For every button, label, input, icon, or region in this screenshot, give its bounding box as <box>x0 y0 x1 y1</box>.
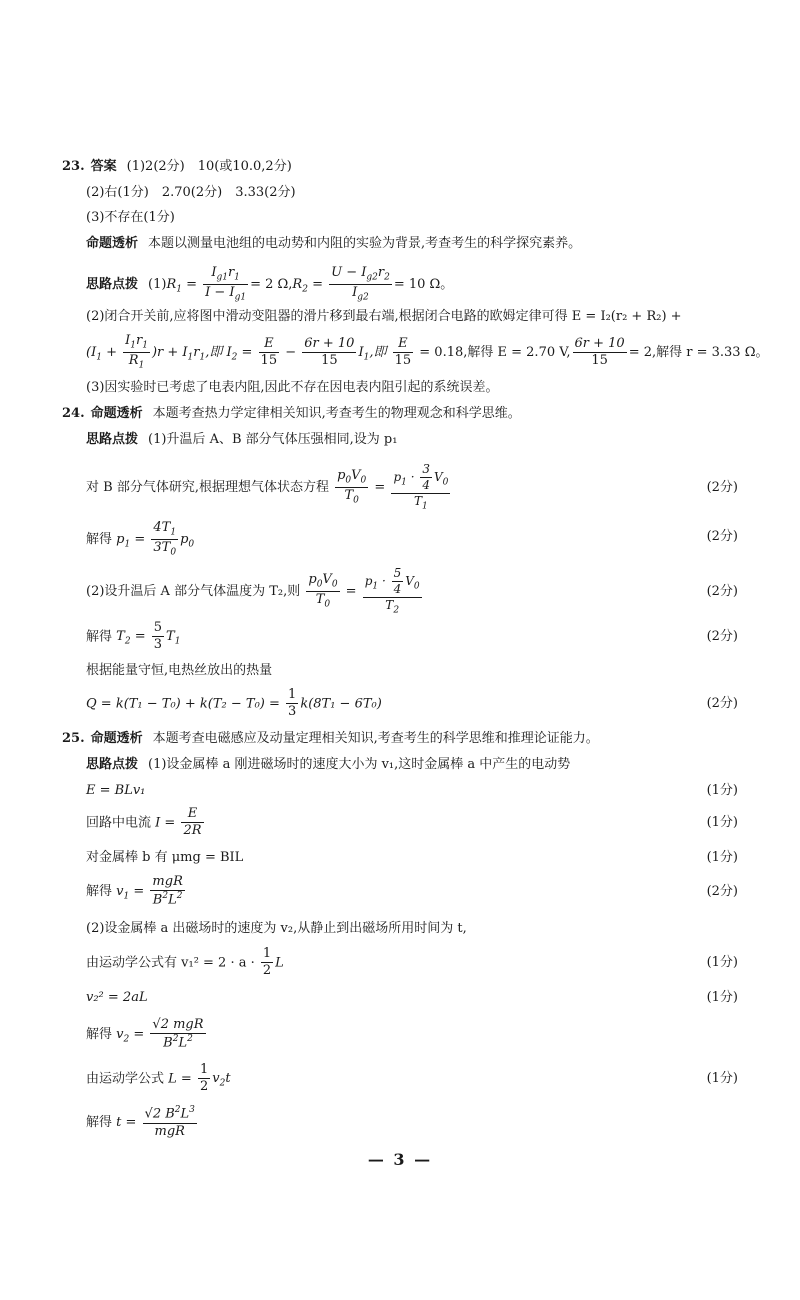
eq-text: 回路中电流 <box>86 815 152 831</box>
r1-formula: $R_1$ = <box>166 276 202 295</box>
r-value: = 2,解得 r = 3.33 Ω。 <box>628 344 769 360</box>
q24-energy-text: 根据能量守恒,电热丝放出的热量 <box>86 663 273 678</box>
eq-text: 对金属棒 b 有 μmg = BIL <box>86 850 244 865</box>
answer-part-1: (1)2(2分) 10(或10.0,2分) <box>126 159 292 174</box>
analysis-label: 命题透析 <box>90 731 143 746</box>
eq-part-a: ($I_1$ + <box>86 344 122 363</box>
eq-text: 解得 <box>86 1027 113 1042</box>
q23-answer-2: (2)右(1分) 2.70(2分) 3.33(2分) <box>86 185 296 200</box>
r2-value: = 10 Ω。 <box>393 276 454 292</box>
q23-hint-2b: ($I_1$ + $\frac{I_1r_1}{R_1}$ )$r + I_1r_1$,即 $I_2$ = $\frac{E}{15}$ − $\frac{6r + 10}{15}$ $I_1$,即 $\frac{E}{15}$ = 0.18,解得 E = 2.70 V, $\frac{6r + 10}{15}$ = 2,解得 r = 3.33 Ω。 <box>86 333 769 371</box>
eq-text: E = BLv₁ <box>86 783 146 798</box>
eq-text: 对 B 部分气体研究,根据理想气体状态方程 <box>86 480 329 495</box>
score: (1分) <box>706 850 738 865</box>
frac-5-3: $\frac{5}{3}$ <box>153 620 163 653</box>
eq-text: 解得 <box>86 531 113 547</box>
q23-analysis <box>86 233 738 255</box>
q23-hint-2a: (2)闭合开关前,应将图中滑动变阻器的滑片移到最右端,根据闭合电路的欧姆定律可得 E = I₂(r₂ + R₂) + <box>86 309 682 324</box>
eq-text: (2)设升温后 A 部分气体温度为 T₂,则 <box>86 584 301 599</box>
q24-eq-2: 解得 $p_1$ = $\frac{4T_1}{3T_0}$ $p_0$ (2分) <box>86 520 738 558</box>
hint-label: 思路点拨 <box>86 757 139 772</box>
score: (1分) <box>706 990 738 1005</box>
hint-text: (1)升温后 A、B 部分气体压强相同,设为 p₁ <box>148 432 398 447</box>
question-number: 25. <box>62 731 85 746</box>
analysis-label: 命题透析 <box>90 406 143 421</box>
frac-6r10-15-b: $\frac{6r + 10}{15}$ <box>574 335 625 368</box>
score: (1分) <box>706 815 738 830</box>
hint-label: 思路点拨 <box>86 276 139 292</box>
eq-text-b: k(8T₁ − 6T₀) <box>300 696 382 712</box>
score: (2分) <box>706 529 738 544</box>
question-number: 24. <box>62 406 85 421</box>
eq-text: 解得 <box>86 1115 113 1130</box>
answer-label: 答案 <box>90 159 117 174</box>
q25-hint-1 <box>86 754 738 776</box>
eq-text: 解得 <box>86 629 113 645</box>
frac-1-3: $\frac{1}{3}$ <box>288 687 297 720</box>
q23-answer-line <box>62 156 738 178</box>
analysis-label: 命题透析 <box>86 236 139 251</box>
score: (1分) <box>706 1071 738 1086</box>
eq-text-a: Q = k(T₁ − T₀) + k(T₂ − T₀) = <box>86 696 280 712</box>
q24-hint-1 <box>86 429 738 451</box>
eq-text: 解得 <box>86 884 113 899</box>
q25-eq-5: 由运动学公式有 v₁² = 2 · a · $\frac{1}{2}$ L (1分) <box>86 946 738 979</box>
q25-eq-4: 解得 $v_1$ = mgR $B^2L^2$ (2分) <box>86 874 738 910</box>
r1-value: = 2 Ω, <box>250 276 293 292</box>
hint-part-label: (1) <box>148 276 167 292</box>
q23-answer-3: (3)不存在(1分) <box>86 210 175 225</box>
e-value: ,解得 E = 2.70 V, <box>463 344 571 360</box>
q24-eq-5 <box>86 687 738 721</box>
q23-hint-3: (3)因实验时已考虑了电表内阻,因此不存在因电表内阻引起的系统误差。 <box>86 380 499 395</box>
r2-formula: $R_2$ = <box>292 276 328 295</box>
q25-analysis <box>62 728 738 750</box>
q25-eq-1 <box>86 780 738 802</box>
q25-eq-8: 由运动学公式 L = $\frac{1}{2}$ $v_2t$ (1分) <box>86 1062 738 1095</box>
q25-hint-2: (2)设金属棒 a 出磁场时的速度为 v₂,从静止到出磁场所用时间为 t, <box>86 921 467 936</box>
q25-eq-2: 回路中电流 I = $\frac{E}{2R}$ (1分) <box>86 806 738 839</box>
frac-p1-3-4-v0-t1: $p_1$ · $\frac{3}{4}$ $V_0$ $T_1$ <box>393 462 449 512</box>
q24-eq-1: 对 B 部分气体研究,根据理想气体状态方程 $\frac{p_0V_0}{T_0}$ = $p_1$ · $\frac{3}{4}$ $V_0$ $T_1$ (2分) <box>86 462 738 514</box>
frac-mgr-b2l2: mgR $B^2L^2$ <box>152 874 183 908</box>
q24-analysis <box>62 403 738 425</box>
frac-e-15-b: $\frac{E}{15}$ <box>394 335 412 368</box>
frac-e-2r: $\frac{E}{2R}$ <box>183 806 202 839</box>
frac-4t1-3t0: $\frac{4T_1}{3T_0}$ <box>153 520 177 558</box>
frac-p0v0-t0-b: $\frac{p_0V_0}{T_0}$ <box>308 572 338 610</box>
eq-text: 由运动学公式 <box>86 1071 165 1087</box>
analysis-text: 本题考查电磁感应及动量定理相关知识,考查考生的科学思维和推理论证能力。 <box>152 731 599 746</box>
score: (1分) <box>706 783 738 798</box>
analysis-text: 本题考查热力学定律相关知识,考查考生的物理观念和科学思维。 <box>152 406 521 421</box>
q25-eq-7: 解得 $v_2$ = √2 mgR $B^2L^2$ <box>86 1017 204 1051</box>
frac-e-15: $\frac{E}{15}$ <box>260 335 278 368</box>
q25-eq-9: 解得 t = √2 $B^2L^3$ mgR <box>86 1105 195 1139</box>
hint-label: 思路点拨 <box>86 432 139 447</box>
hint-text: (1)设金属棒 a 刚进磁场时的速度大小为 v₁,这时金属棒 a 中产生的电动势 <box>148 757 571 772</box>
q25-eq-6 <box>86 987 738 1009</box>
page-number: — 3 — <box>367 1150 433 1169</box>
score: (2分) <box>706 480 738 495</box>
score: (2分) <box>706 884 738 899</box>
r1-fraction: $\frac{I_{g1}r_1}{I - I_{g1}}$ <box>205 265 247 303</box>
score: (2分) <box>706 696 738 711</box>
analysis-text: 本题以测量电池组的电动势和内阻的实验为背景,考查考生的科学探究素养。 <box>148 236 582 251</box>
question-number: 23. <box>62 159 85 174</box>
q24-eq-4: 解得 $T_2$ = $\frac{5}{3}$ $T_1$ (2分) <box>86 620 738 653</box>
score: (2分) <box>706 629 738 644</box>
score: (1分) <box>706 955 738 970</box>
q23-hint-1 <box>86 265 738 303</box>
frac-p1-5-4-v0-t2: $p_1$ · $\frac{5}{4}$ $V_0$ $T_2$ <box>364 566 420 616</box>
frac-1-2-b: $\frac{1}{2}$ <box>199 1062 209 1095</box>
frac-p0v0-t0: $\frac{p_0V_0}{T_0}$ <box>337 468 367 506</box>
q25-eq-3 <box>86 847 738 869</box>
eq-text: v₂² = 2aL <box>86 990 148 1005</box>
frac-6r10-15: $\frac{6r + 10}{15}$ <box>304 335 355 368</box>
score: (2分) <box>706 584 738 599</box>
q24-eq-3: (2)设升温后 A 部分气体温度为 T₂,则 $\frac{p_0V_0}{T_0}$ = $p_1$ · $\frac{5}{4}$ $V_0$ $T_2$ (2分) <box>86 566 738 618</box>
frac-sqrt2mgr-b2l2: √2 mgR $B^2L^2$ <box>152 1017 204 1051</box>
eq-part-b: )$r + I_1r_1$,即 $I_2$ = <box>151 344 257 363</box>
r2-fraction: $\frac{U - I_{g2}r_2}{I_{g2}}$ <box>331 265 390 303</box>
frac-sqrt2b2l3-mgr: √2 $B^2L^3$ mgR <box>144 1105 195 1139</box>
frac-i1r1-r1: $\frac{I_1r_1}{R_1}$ <box>125 333 148 371</box>
eq-text: 由运动学公式有 v₁² = 2 · a · <box>86 955 255 971</box>
frac-1-2: $\frac{1}{2}$ <box>262 946 272 979</box>
